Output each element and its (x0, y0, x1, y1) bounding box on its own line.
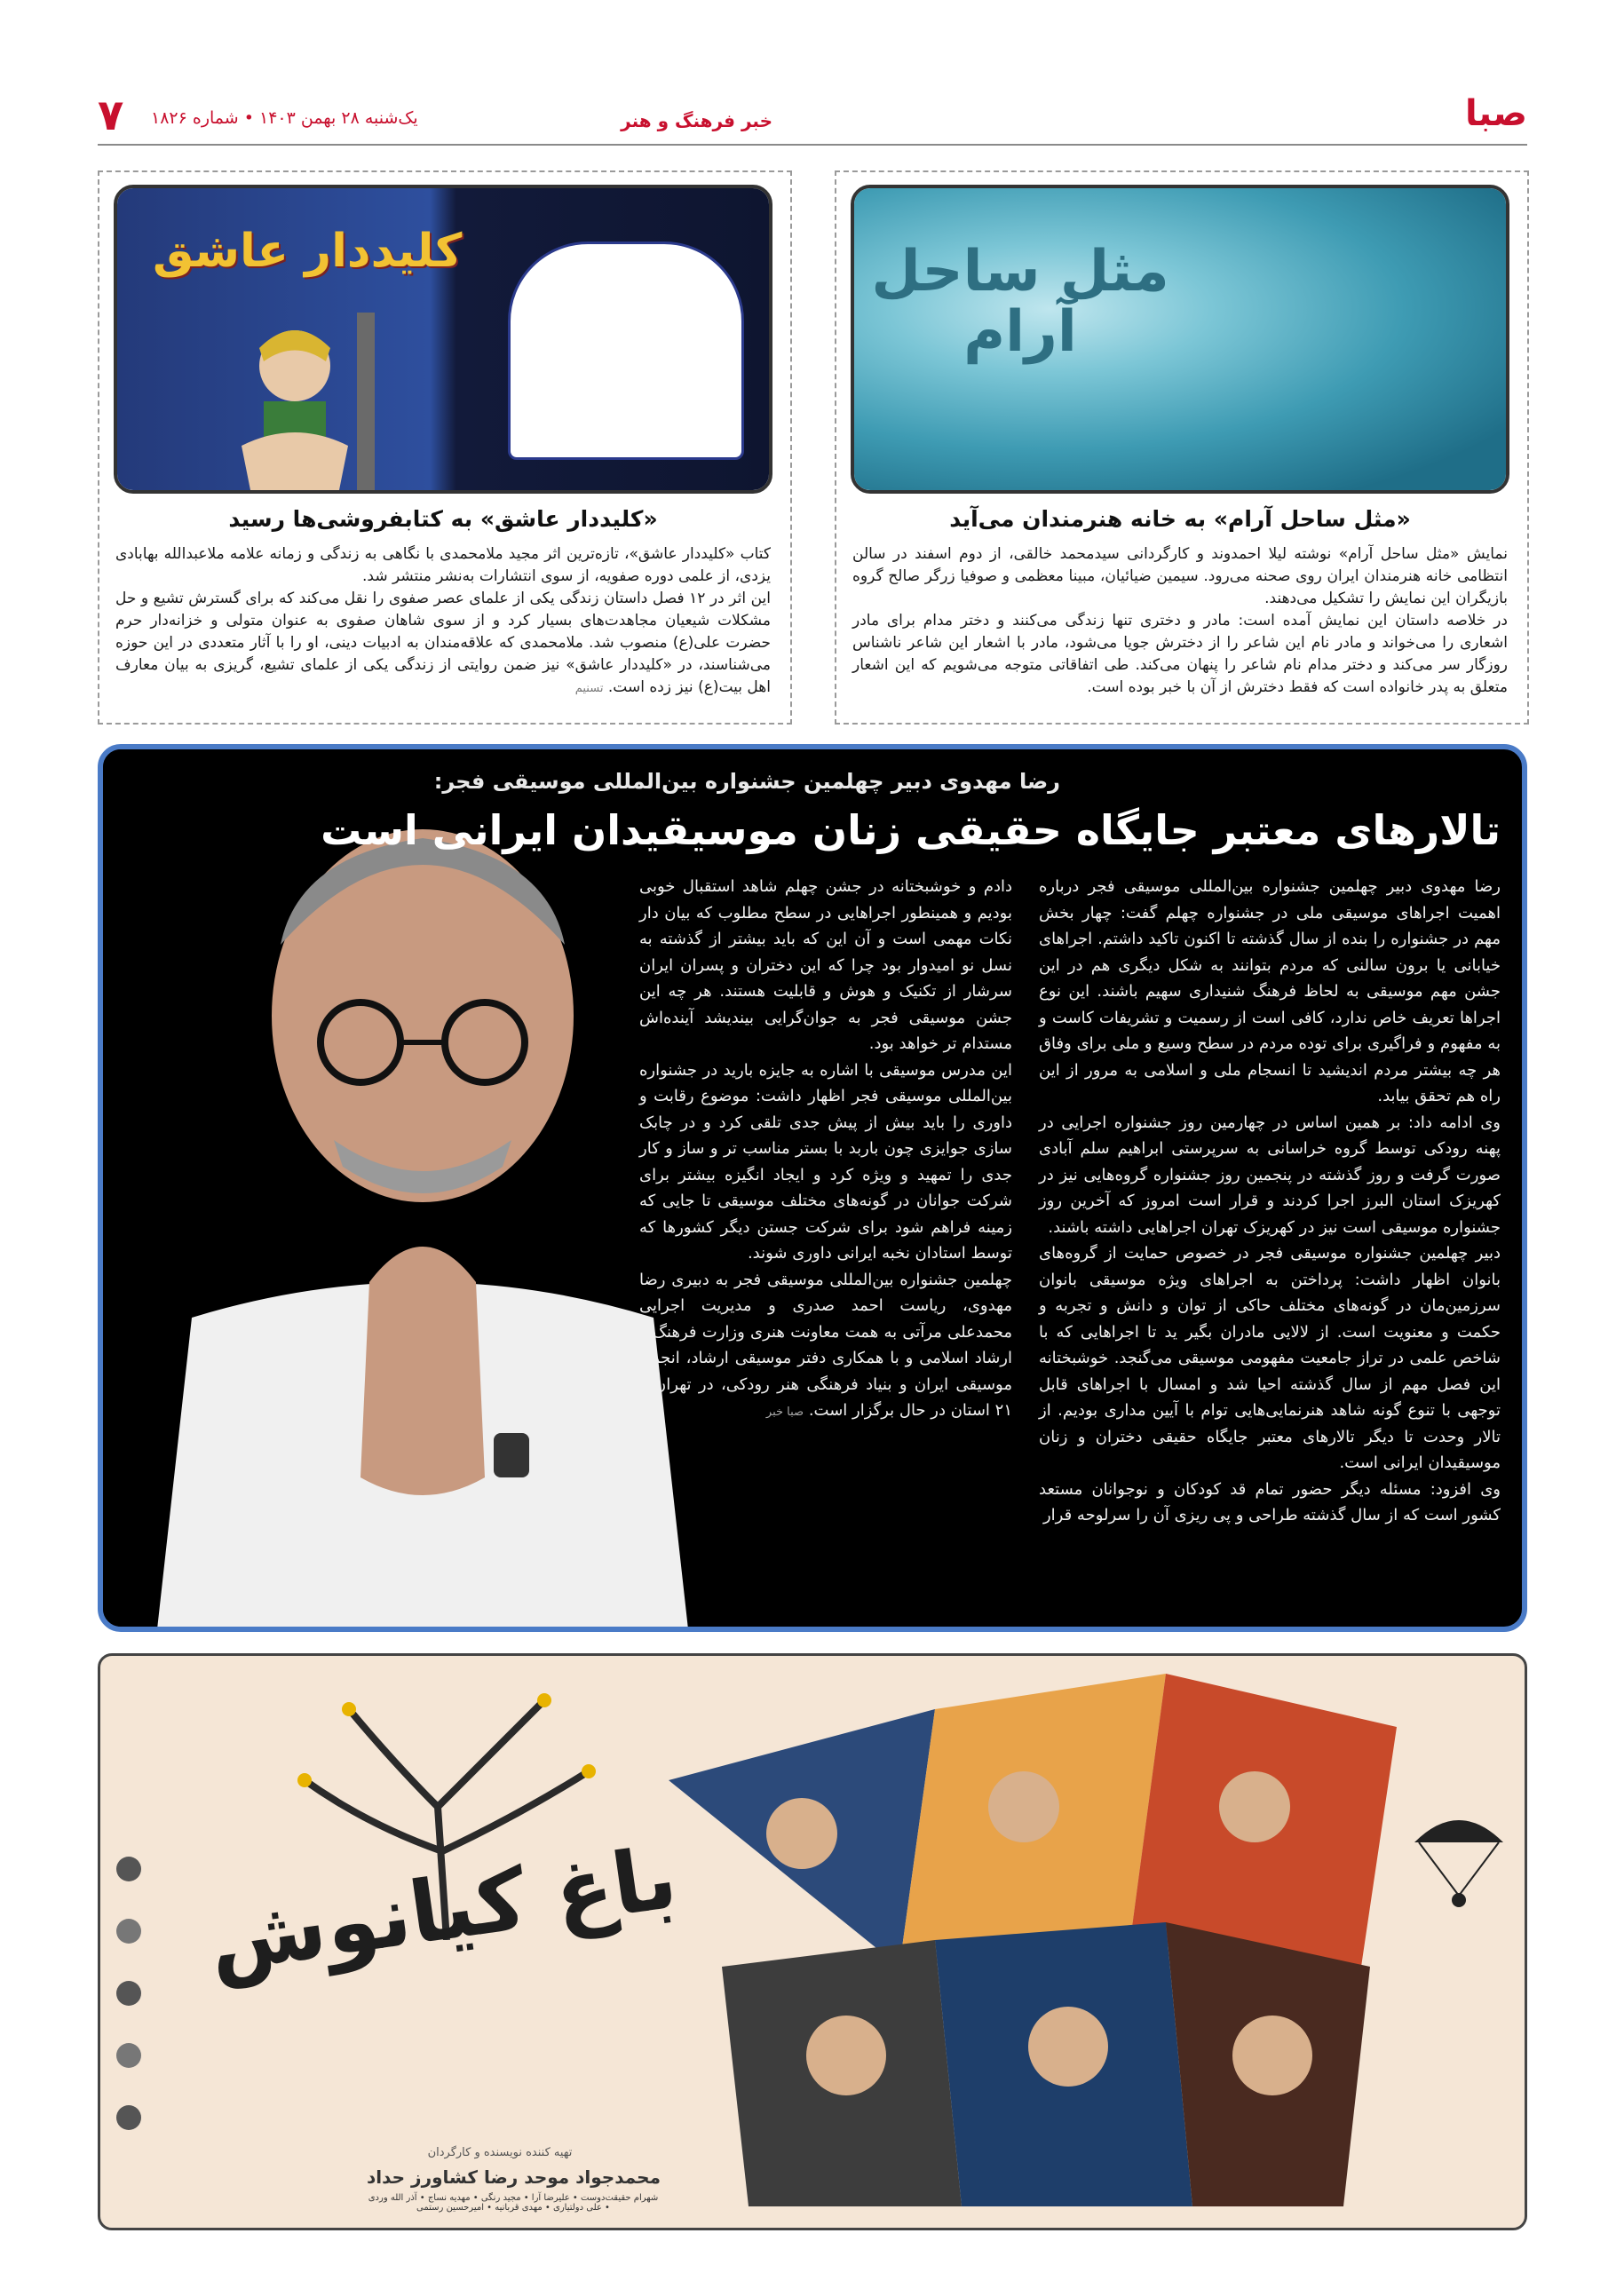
paragraph-text: این اثر در ۱۲ فصل داستان زندگی یکی از علمای عصر صفوی را نقل می‌کند که برای گسترش تشیع و حل مشکلات شیعیان مجاهدت‌های بسیار کرد و از سوی شاهان صفوی به عنوان متولی و خزانه‌دار حرم حضرت علی(ع) منصوب شد. ملامحمدی که علاقه‌مندان به ادبیات دینی، او را با آثار متعددی در این حوزه می‌شناسند، در «کلیددار عاشق» نیز ضمن روایتی از زندگی یکی از علمای تشیع، گریزی به بیان معارف اهل بیت(ع) نیز زده است. (115, 590, 771, 696)
film-cast: شهرام حقیقت‌دوست • علیرضا آرا • مجید رنگی • مهدیه نساج • آذر الله وردی • علی دولتیاری • مهدی قربانیه • امیرحسین رستمی (368, 2193, 659, 2213)
book-back-panel (508, 242, 744, 460)
film-title: باغ کیانوش (202, 1827, 684, 1992)
newspaper-logo: صبا (1465, 93, 1527, 134)
cast-collage (669, 1674, 1397, 2206)
paragraph: دادم و خوشبختانه در جشن چهلم شاهد استقبال خوبی بودیم و همینطور اجراهایی در سطح مطلوب که بیان دار نکات مهمی است و آن این که باید بیشتر از گذشته به نسل نو امیدوار بود چرا که این دختران و پسران ایران سرشار از تکنیک و هوش و قابلیت هستند. هر چه این جشن موسیقی فجر به جوان‌گرایی بیندیشد آینده‌اش مستدام تر خواهد بود. (639, 877, 1012, 1053)
paragraph (115, 588, 771, 700)
festival-logos (113, 1833, 145, 2189)
paragraph: وی ادامه داد: بر همین اساس در چهارمین روز جشنواره اجرایی در پهنه رودکی توسط گروه خراسانی به سرپرستی ابراهیم سلم آبادی صورت گرفت و روز گذشته در پنجمین روز جشنواره گروه‌هایی نیز در کهریزک استان البرز اجرا کردند و قرار است امروز که آخرین روز جشنواره موسیقی است نیز در کهریزک تهران اجراهایی داشته باشند. (1039, 1113, 1501, 1237)
news-box-theater (835, 170, 1529, 725)
paragraph: در خلاصه داستان این نمایش آمده است: مادر و دختری تنها زندگی می‌کنند و دختر مدام برای مادر اشعاری را می‌خواند و مادر نام این شاعر را از دخترش جویا می‌شود، مادر با اشعار این شاعر ناشناس روزگار سر می‌کند و دختر مدام نام شاعر را پنهان می‌کند. طی اتفاقاتی متوجه می‌شویم که این اشعار متعلق به پدر خانواده است که فقط دخترش از آن با خبر بوده است. (852, 612, 1508, 696)
paragraph: وی افزود: مسئله دیگر حضور تمام قد کودکان و نوجوانان مستعد کشور است که از سال گذشته طراحی و پی ریزی آن را سرلوحه قرار (1039, 1479, 1501, 1525)
paragraph: رضا مهدوی دبیر چهلمین جشنواره بین‌المللی موسیقی فجر درباره اهمیت اجراهای موسیقی ملی در جشنواره چهلم گفت: چهار بخش مهم در جشنواره را بنده از سال گذشته تا اکنون تاکید داشتم. اجراهای خیابانی یا برون سالنی که مردم بتوانند به شکل دیگری هم در این جشن مهم موسیقی به لحاظ فرهنگ شنیداری سهیم باشند. این نوع اجراها تعریف خاص ندارد، کافی است از رسمیت و تشریفات کاست و به مفهوم و فراگیری برای توده مردم در سطح وسیع و ملی برای وفاق هر چه بیشتر مردم اندیشید تا انسجام ملی و اسلامی به مرور از این راه هم تحقق بیابد. (1039, 877, 1501, 1105)
interview-column-2 (639, 874, 1012, 1426)
section-title: خبر فرهنگ و هنر (621, 110, 772, 131)
paragraph: دبیر چهلمین جشنواره موسیقی فجر در خصوص حمایت از گروه‌های بانوان اظهار داشت: پرداختن به اجراهای ویژه موسیقی بانوان سرزمین‌مان در گونه‌های مختلف حاکی از توان و دانش و تجربه و حکمت و معنویت است. از لالایی مادران بگیر ید تا اجراهایی که با شاخص علمی در تراز جامعیت مفهومی موسیقی می‌گنجد. خوشبختانه این فصل مهم از سال گذشته احیا شد و امسال با اجراهای قابل توجهی با تنوع گونه شاهد هنرنمایی‌هایی توام با آیین مداری بودیم. از تالار وحدت تا دیگر تالارهای معتبر جایگاه حقیقی دختران و زنان موسیقیدان ایرانی است. (1039, 1244, 1501, 1472)
festival-logos-graphic (113, 1833, 145, 2189)
news-box-book (98, 170, 792, 725)
parachute-illustration (1406, 1798, 1512, 1922)
book-cover-image (114, 185, 772, 494)
film-poster (98, 1653, 1527, 2230)
news-source: تسنیم (574, 682, 604, 695)
issue-info: یک‌شنبه ۲۸ بهمن ۱۴۰۳ • شماره ۱۸۲۶ (151, 108, 418, 128)
page-number: ۷ (98, 91, 124, 140)
news-headline: «مثل ساحل آرام» به خانه هنرمندان می‌آید (949, 506, 1411, 532)
interview-column-1 (1039, 874, 1501, 1529)
paragraph (639, 1267, 1012, 1426)
paragraph: کتاب «کلیددار عاشق»، تازه‌ترین اثر مجید ملامحمدی با نگاهی به زندگی و زمانه علامه ملاعبدالله بهابادی یزدی، از علمی دوره صفویه، از سوی انتشارات به‌نشر منتشر شد. (115, 545, 771, 585)
book-title-text: کلیددار عاشق (153, 225, 463, 278)
news-body (115, 543, 771, 700)
page-header (98, 89, 1527, 146)
paragraph: نمایش «مثل ساحل آرام» نوشته لیلا احمدوند و کارگردانی سیدمحمد خالقی، از دوم اسفند در سالن انتظامی خانه هنرمندان ایران روی صحنه می‌رود. سیمین ضیائیان، مبینا معظمی و صوفیا زرگر صالح گروه بازیگران این نمایش را تشکیل می‌دهند. (852, 545, 1508, 607)
interview-headline: تالارهای معتبر جایگاه حقیقی زنان موسیقیدان ایرانی است (321, 806, 1501, 854)
interview-article (98, 744, 1527, 1632)
news-headline: «کلیددار عاشق» به کتابفروشی‌ها رسید (228, 506, 658, 532)
paragraph: این مدرس موسیقی با اشاره به جایزه بارید در جشنواره بین‌المللی موسیقی فجر اظهار داشت: موضوع رقابت و داوری را باید بیش از پیش جدی تلقی کرد و در چابک سازی جوایزی چون باربد با بستر مناسب تر و ساز و کار جدی را تمهید و ویژه کرد و ایجاد انگیزه بیشتر برای شرکت جوانان در گونه‌های مختلف موسیقی تا جایی که زمینه فراهم شود برای شرکت جستن دیگر کشورها که توسط استادان نخبه ایرانی داوری شوند. (639, 1060, 1012, 1263)
interview-source: صبا خبر (765, 1406, 804, 1419)
film-credit-roles: تهیه کننده نویسنده و کارگردان (427, 2146, 573, 2159)
film-credits: محمدجواد موحد رضا کشاورز حداد (367, 2166, 661, 2188)
figure-illustration (179, 313, 410, 490)
paragraph-text: چهلمین جشنواره بین‌المللی موسیقی فجر به دبیری رضا مهدوی، ریاست احمد صدری و مدیریت اجرایی محمدعلی مرآتی به همت معاونت هنری وزارت فرهنگ و ارشاد اسلامی و با همکاری دفتر موسیقی ارشاد، انجمن موسیقی ایران و بنیاد فرهنگی هنر رودکی، در تهران و ۲۱ استان در حال برگزار است. (639, 1270, 1012, 1420)
interview-kicker: رضا مهدوی دبیر چهلمین جشنواره بین‌المللی موسیقی فجر: (433, 769, 1060, 794)
poster-title-text: مثل ساحل آرام (871, 239, 1169, 365)
news-body (852, 543, 1508, 699)
theater-poster-image (851, 185, 1509, 494)
